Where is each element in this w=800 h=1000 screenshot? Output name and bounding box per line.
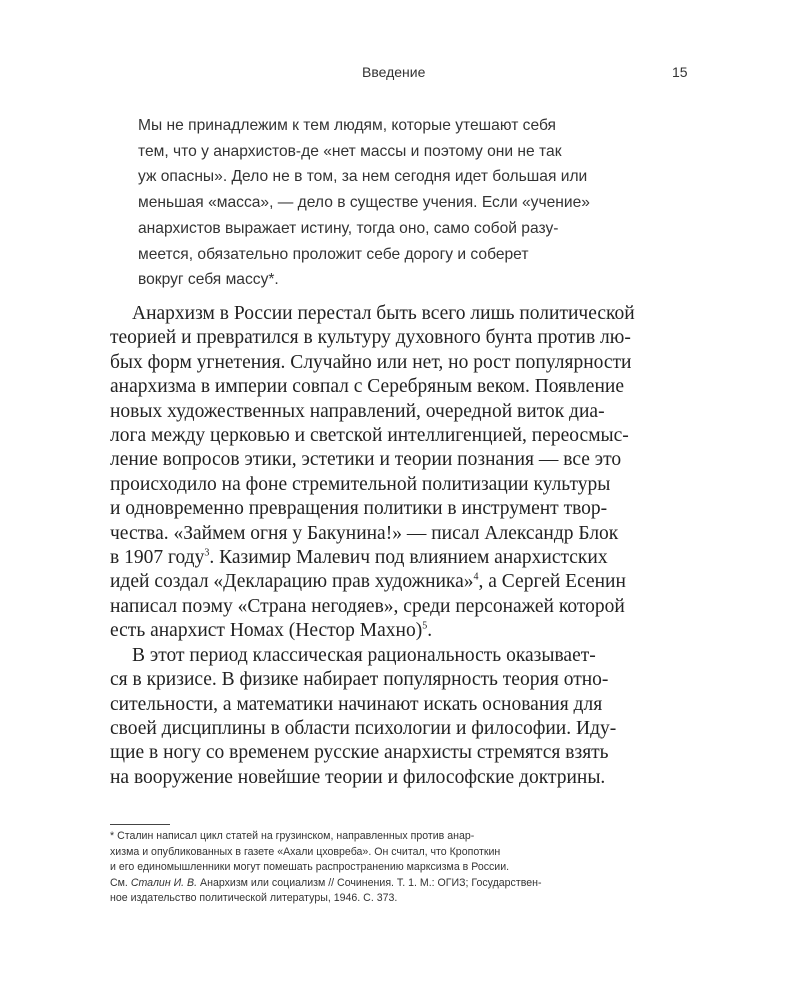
body-line: на вооружение новейшие теории и философские доктрины.	[110, 766, 606, 788]
footnote-text-span: Анархизм или социализм // Сочинения. Т. 1. М.: ОГИЗ; Государствен-	[197, 876, 542, 889]
body-line: своей дисциплины в области психологии и философии. Иду-	[110, 717, 617, 739]
body-line: ся в кризисе. В физике набирает популярность теория отно-	[110, 669, 609, 691]
footnote-line: ное издательство политической литературы, 1946. С. 373.	[110, 892, 398, 905]
body-text-span: идей создал «Декларацию прав художника»	[110, 571, 474, 593]
body-line: В этот период классическая рациональность оказывает-	[132, 644, 596, 666]
body-line: Анархизм в России перестал быть всего лишь политической	[132, 303, 635, 324]
body-line	[110, 619, 700, 643]
body-text-span: . Казимир Малевич под влиянием анархистских	[209, 547, 608, 569]
body-line: новых художественных направлений, очередной виток диа-	[110, 400, 605, 422]
body-line: написал поэму «Страна негодяев», среди персонажей которой	[110, 595, 625, 617]
body-text-span: , а Сергей Есенин	[478, 571, 626, 593]
body-text	[110, 302, 700, 790]
body-line: и одновременно превращения политики в инструмент твор-	[110, 498, 608, 520]
body-line: щие в ногу со временем русские анархисты стремятся взять	[110, 742, 609, 764]
epigraph-line: меньшая «масса», — дело в существе учения. Если «учение»	[138, 194, 590, 212]
body-line: бых форм угнетения. Случайно или нет, но рост популярности	[110, 351, 632, 373]
body-text-span: .	[427, 620, 433, 642]
epigraph-line: вокруг себя массу*.	[138, 271, 279, 289]
body-line	[110, 546, 700, 570]
epigraph-line: анархистов выражает истину, тогда оно, само собой разу-	[138, 219, 559, 237]
footnote-line: и его единомышленники могут помешать распространению марксизма в России.	[110, 861, 510, 874]
footnote-ref-4[interactable]: 4	[473, 571, 479, 583]
footnote-ref-5[interactable]: 5	[422, 620, 428, 632]
body-line	[110, 570, 700, 594]
body-text-span: есть анархист Номах (Нестор Махно)	[110, 620, 423, 642]
body-line: теорией и превратился в культуру духовного бунта против лю-	[110, 327, 631, 349]
epigraph-quote	[138, 113, 698, 293]
body-line: чества. «Займем огня у Бакунина!» — писал Александр Блок	[110, 522, 619, 544]
epigraph-line: тем, что у анархистов-де «нет массы и поэтому они не так	[138, 142, 562, 160]
epigraph-line: уж опасны». Дело не в том, за нем сегодня идет большая или	[138, 168, 588, 186]
body-text-span: в 1907 году	[110, 547, 205, 569]
page-number: 15	[672, 64, 688, 80]
footnote	[110, 829, 710, 907]
body-line: анархизма в империи совпал с Серебряным веком. Появление	[110, 376, 624, 398]
footnote-divider	[110, 824, 170, 825]
footnote-ref-3[interactable]: 3	[204, 547, 210, 559]
body-line: происходило на фоне стремительной политизации культуры	[110, 473, 611, 495]
body-line: ление вопросов этики, эстетики и теории познания — все это	[110, 449, 622, 471]
epigraph-line: меется, обязательно проложит себе дорогу и соберет	[138, 245, 529, 263]
epigraph-line: Мы не принадлежим к тем людям, которые утешают себя	[138, 117, 556, 134]
chapter-title: Введение	[362, 64, 426, 80]
body-line: лога между церковью и светской интеллигенцией, переосмыс-	[110, 425, 629, 447]
body-line: сительности, а математики начинают искать основания для	[110, 693, 603, 715]
footnote-author: Сталин И. В.	[130, 876, 198, 889]
footnote-line	[110, 876, 710, 892]
footnote-line: * Сталин написал цикл статей на грузинском, направленных против анар-	[110, 830, 475, 842]
footnote-line: хизма и опубликованных в газете «Ахали цховреба». Он считал, что Кропоткин	[110, 845, 501, 858]
running-head	[0, 62, 800, 84]
footnote-text-span: См.	[110, 876, 131, 889]
